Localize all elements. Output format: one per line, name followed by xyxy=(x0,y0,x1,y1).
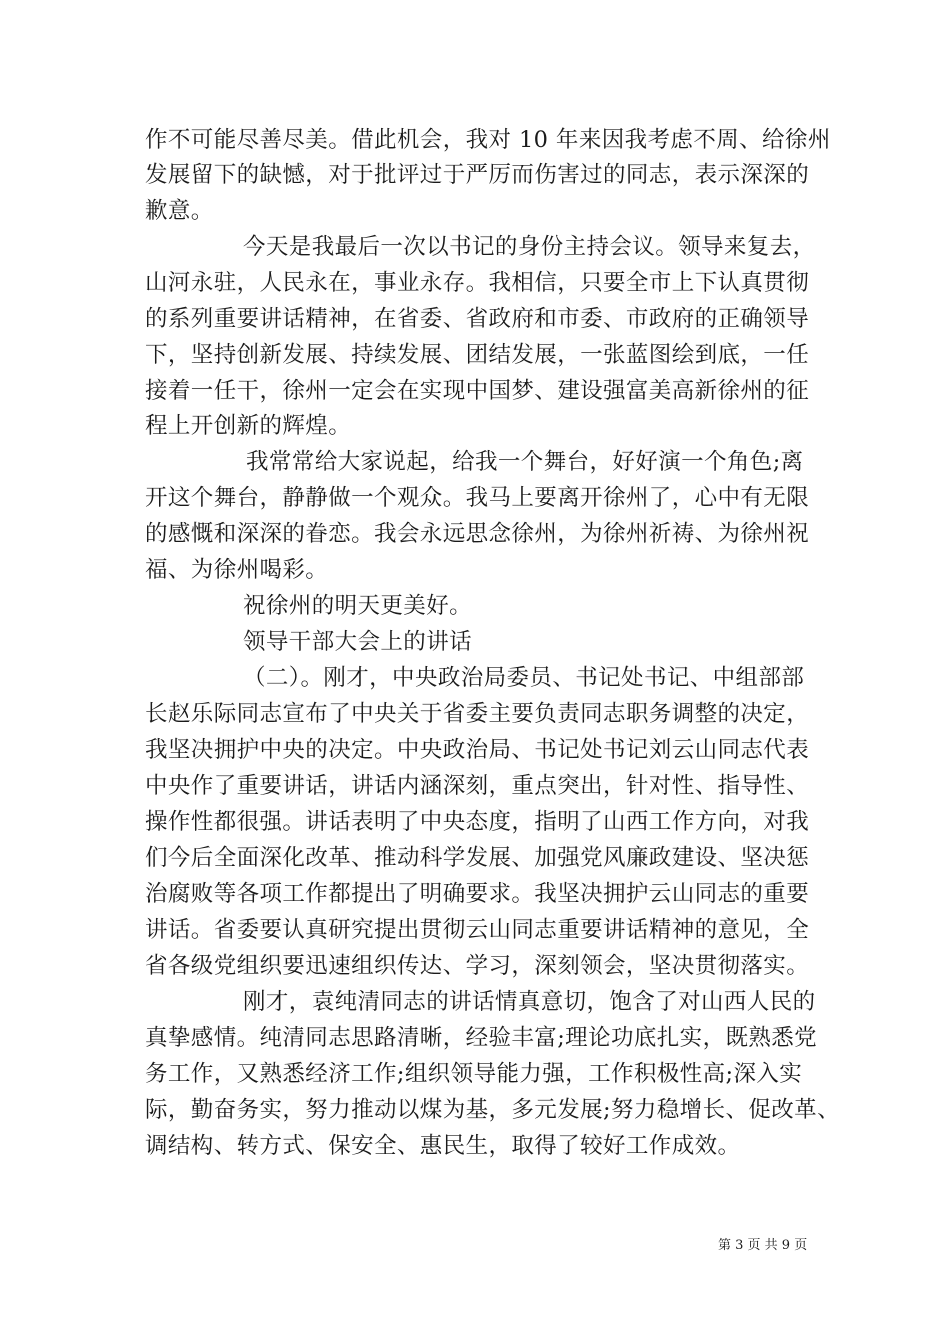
text-line: 治腐败等各项工作都提出了明确要求。我坚决拥护云山同志的重要 xyxy=(145,881,810,907)
text-line: 福、为徐州喝彩。 xyxy=(145,557,329,583)
text-line: 我常常给大家说起，给我一个舞台，好好演一个角色;离 xyxy=(246,449,804,475)
text-line: 们今后全面深化改革、推动科学发展、加强党风廉政建设、坚决惩 xyxy=(145,845,810,871)
text-line: 祝徐州的明天更美好。 xyxy=(243,593,473,619)
text-line: 省各级党组织要迅速组织传达、学习，深刻领会，坚决贯彻落实。 xyxy=(145,953,810,979)
text-line: 长赵乐际同志宣布了中央关于省委主要负责同志职务调整的决定， xyxy=(145,701,810,727)
text-line: 务工作，又熟悉经济工作;组织领导能力强，工作积极性高;深入实 xyxy=(145,1061,803,1087)
text-line: 我坚决拥护中央的决定。中央政治局、书记处书记刘云山同志代表 xyxy=(145,737,810,763)
text-line: 操作性都很强。讲话表明了中央态度，指明了山西工作方向，对我 xyxy=(145,809,810,835)
page-number-footer: 第 3 页 共 9 页 xyxy=(718,1238,808,1253)
text-line: 刚才，袁纯清同志的讲话情真意切，饱含了对山西人民的 xyxy=(243,989,816,1015)
text-line: 际，勤奋务实，努力推动以煤为基，多元发展;努力稳增长、促改革、 xyxy=(145,1097,840,1123)
text-line: 接着一任干，徐州一定会在实现中国梦、建设强富美高新徐州的征 xyxy=(145,378,810,404)
text-line: 作不可能尽善尽美。借此机会，我对 10 年来因我考虑不周、给徐州 xyxy=(145,127,831,153)
text-line: 下，坚持创新发展、持续发展、团结发展，一张蓝图绘到底，一任 xyxy=(145,342,810,368)
text-line: 的系列重要讲话精神，在省委、省政府和市委、市政府的正确领导 xyxy=(145,306,810,332)
text-line: 真挚感情。纯清同志思路清晰，经验丰富;理论功底扎实，既熟悉党 xyxy=(145,1025,818,1051)
section-heading: 领导干部大会上的讲话 xyxy=(243,629,473,655)
text-line: 开这个舞台，静静做一个观众。我马上要离开徐州了，心中有无限 xyxy=(145,485,810,511)
text-line: 讲话。省委要认真研究提出贯彻云山同志重要讲话精神的意见，全 xyxy=(145,917,810,943)
text-line: 程上开创新的辉煌。 xyxy=(145,413,352,439)
text-line: 调结构、转方式、保安全、惠民生，取得了较好工作成效。 xyxy=(145,1133,741,1159)
text-line: 山河永驻，人民永在，事业永存。我相信，只要全市上下认真贯彻 xyxy=(145,270,810,296)
text-line: 今天是我最后一次以书记的身份主持会议。领导来复去， xyxy=(243,234,816,260)
text-line: 歉意。 xyxy=(145,198,214,224)
text-line: （二）。刚才，中央政治局委员、书记处书记、中组部部 xyxy=(243,665,805,691)
text-line: 的感慨和深深的眷恋。我会永远思念徐州，为徐州祈祷、为徐州祝 xyxy=(145,521,810,547)
text-line: 发展留下的缺憾，对于批评过于严厉而伤害过的同志，表示深深的 xyxy=(145,162,810,188)
text-line: 中央作了重要讲话，讲话内涵深刻，重点突出，针对性、指导性、 xyxy=(145,773,810,799)
